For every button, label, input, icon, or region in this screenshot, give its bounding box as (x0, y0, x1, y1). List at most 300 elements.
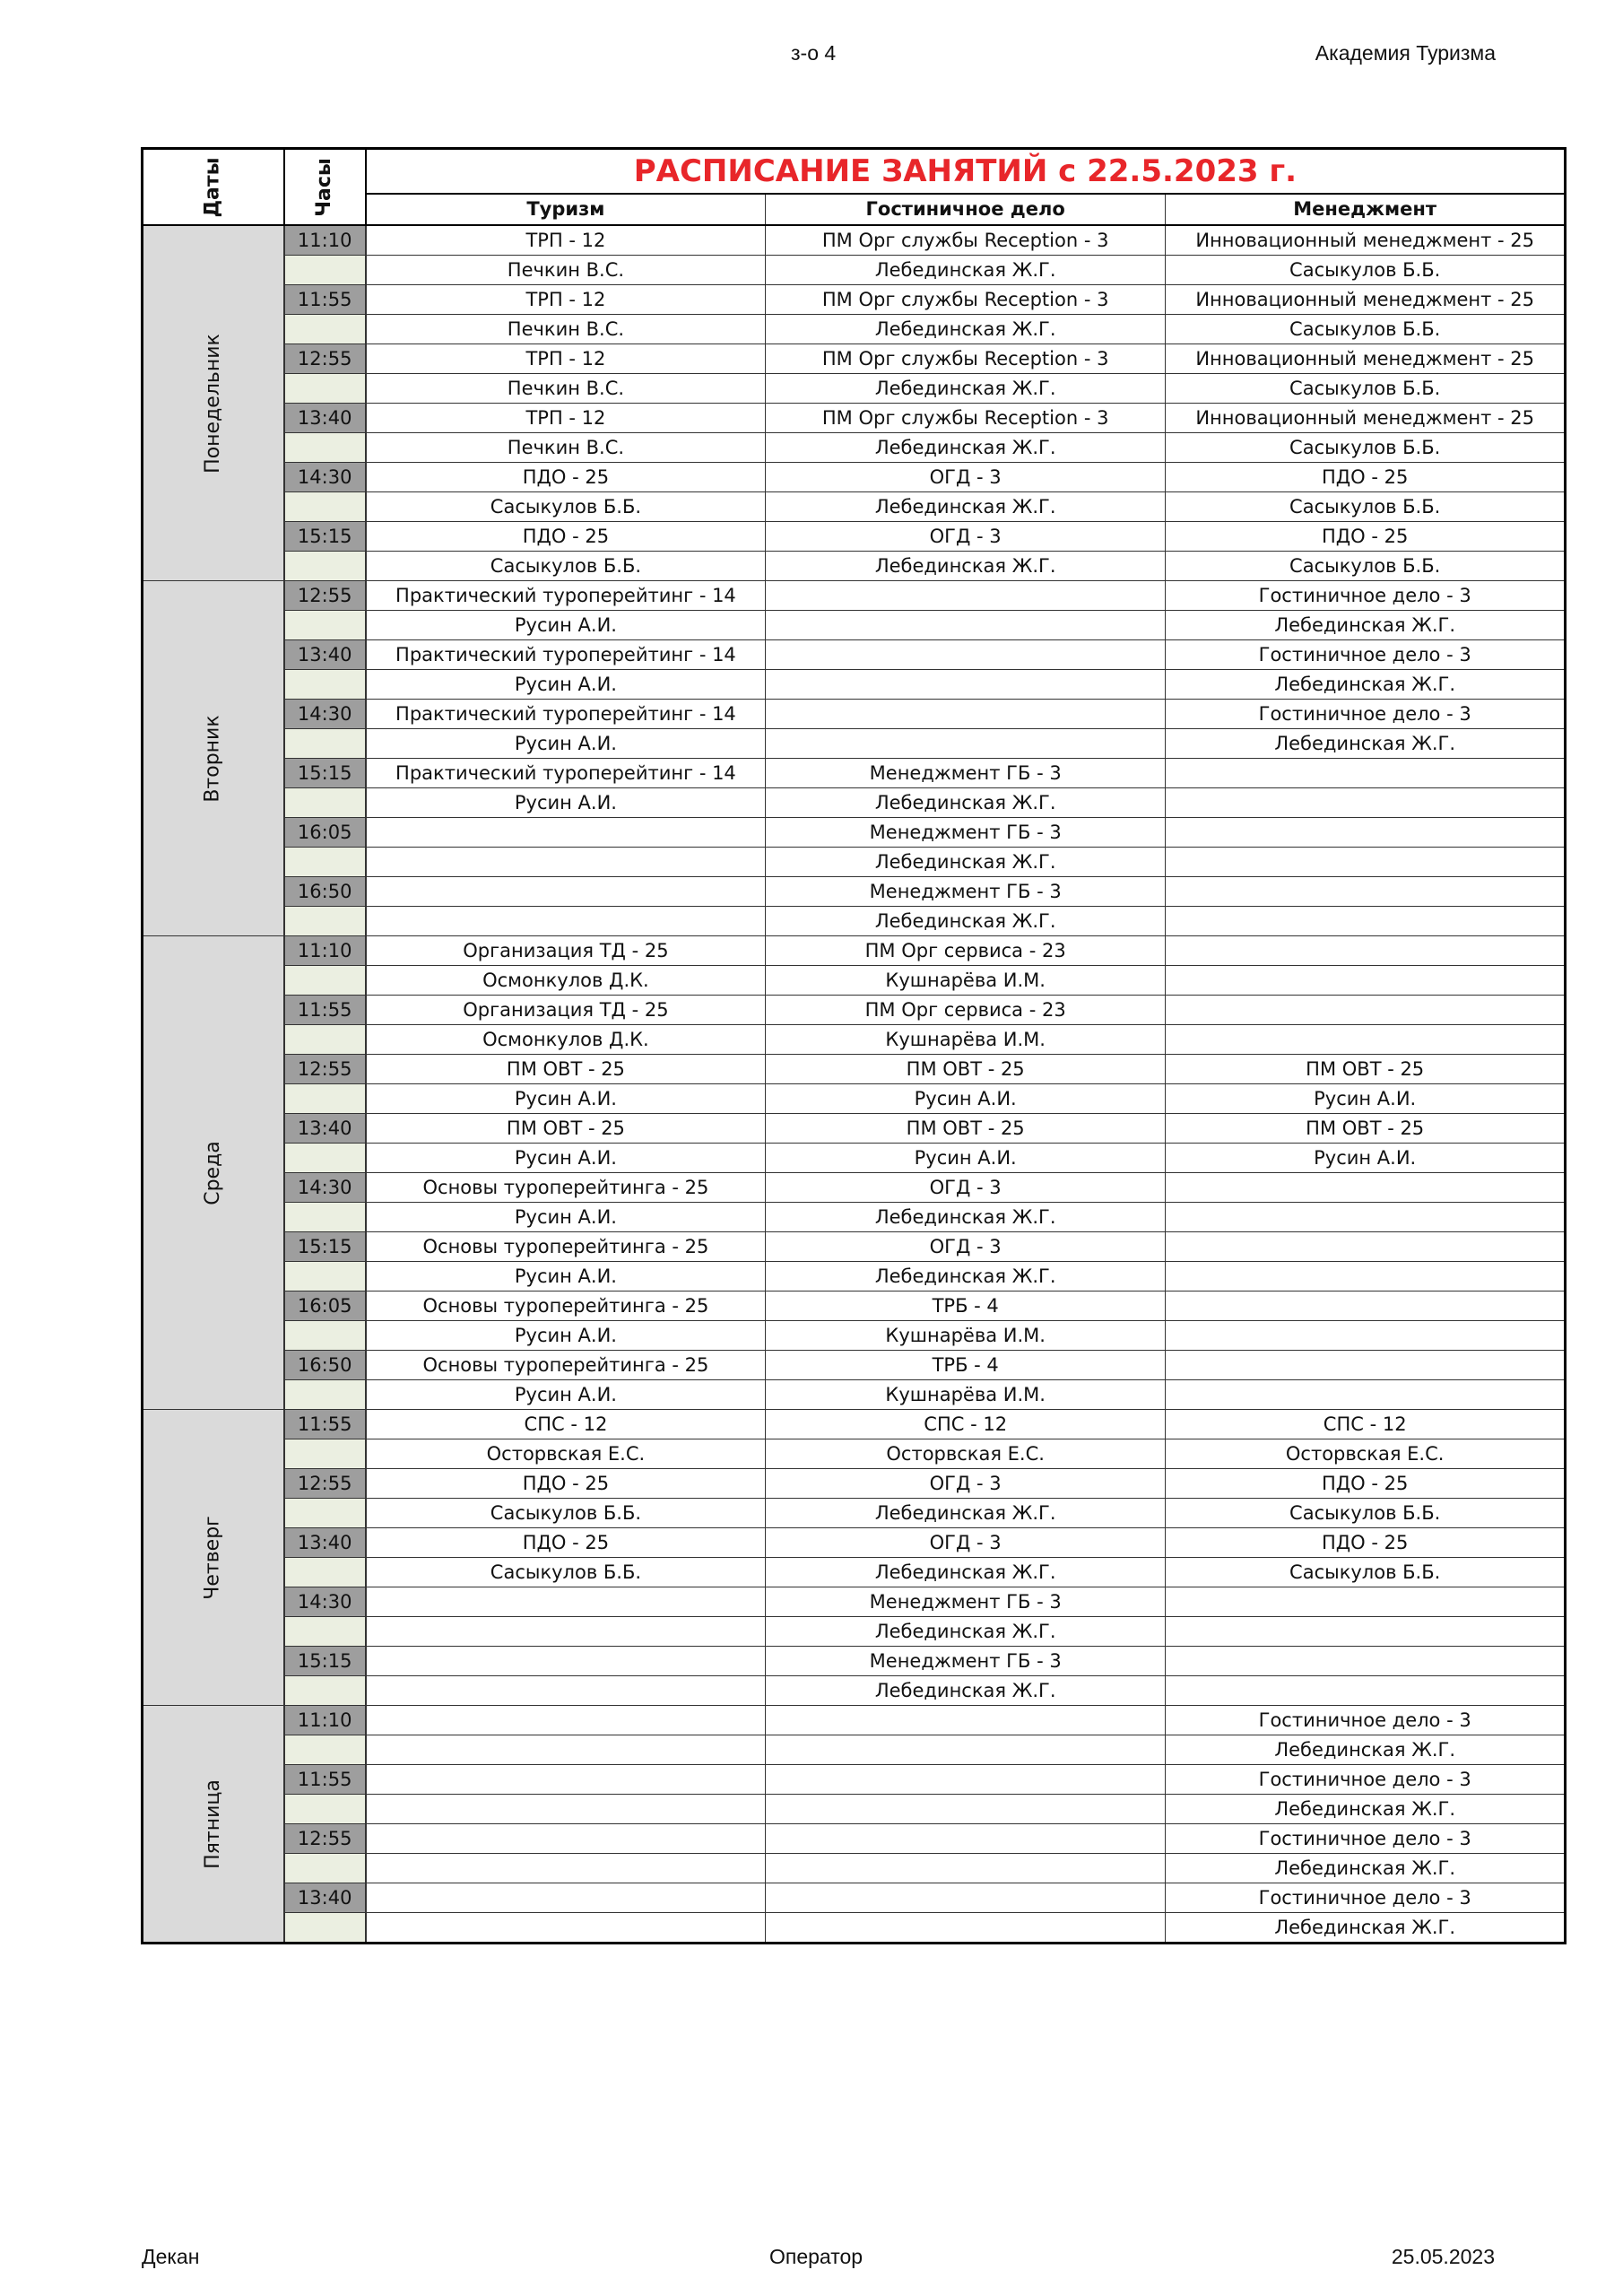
subject-cell (1166, 996, 1566, 1025)
table-row (143, 1025, 1566, 1055)
schedule-title: РАСПИСАНИЕ ЗАНЯТИЙ с 22.5.2023 г. (366, 149, 1566, 195)
table-row (143, 788, 1566, 818)
time-cell: 14:30 (284, 700, 366, 729)
table-row (143, 1084, 1566, 1114)
table-row (143, 1735, 1566, 1765)
subject-cell: ОГД - 3 (766, 1173, 1166, 1203)
footer-dean: Декан (142, 2245, 200, 2268)
teacher-cell: Сасыкулов Б.Б. (366, 552, 766, 581)
subject-cell: ТРП - 12 (366, 404, 766, 433)
table-row (143, 344, 1566, 374)
subject-cell: ПДО - 25 (1166, 1528, 1566, 1558)
table-row (143, 256, 1566, 285)
teacher-cell: Сасыкулов Б.Б. (1166, 1499, 1566, 1528)
time-cell-blank (284, 788, 366, 818)
table-row (143, 1351, 1566, 1380)
time-cell-blank (284, 670, 366, 700)
teacher-cell: Сасыкулов Б.Б. (366, 1499, 766, 1528)
subject-cell: Инновационный менеджмент - 25 (1166, 344, 1566, 374)
table-row (143, 907, 1566, 936)
teacher-cell: Лебединская Ж.Г. (766, 848, 1166, 877)
teacher-cell: Русин А.И. (366, 670, 766, 700)
teacher-cell: Осторвская Е.С. (766, 1439, 1166, 1469)
table-row (143, 492, 1566, 522)
table-row (143, 433, 1566, 463)
table-row (143, 1587, 1566, 1617)
subject-cell: ПДО - 25 (366, 1528, 766, 1558)
table-row (143, 1558, 1566, 1587)
subject-cell: ТРП - 12 (366, 344, 766, 374)
time-cell: 13:40 (284, 640, 366, 670)
time-cell: 15:15 (284, 1232, 366, 1262)
table-row (143, 522, 1566, 552)
subject-cell (1166, 1232, 1566, 1262)
hours-header: Часы (284, 149, 366, 226)
page-header (0, 41, 1623, 77)
subject-cell (766, 1706, 1166, 1735)
teacher-cell (1166, 1262, 1566, 1292)
table-row (143, 1380, 1566, 1410)
time-cell: 11:55 (284, 1410, 366, 1439)
subject-cell: Гостиничное дело - 3 (1166, 581, 1566, 611)
teacher-cell (1166, 1380, 1566, 1410)
subject-cell (1166, 759, 1566, 788)
time-cell-blank (284, 1144, 366, 1173)
teacher-cell: Русин А.И. (366, 729, 766, 759)
time-cell: 14:30 (284, 463, 366, 492)
subject-cell (366, 1706, 766, 1735)
subject-cell: ТРП - 12 (366, 285, 766, 315)
teacher-cell: Сасыкулов Б.Б. (1166, 315, 1566, 344)
table-row (143, 1913, 1566, 1944)
subject-cell: ОГД - 3 (766, 1232, 1166, 1262)
subject-cell (1166, 1647, 1566, 1676)
subject-cell (1166, 1587, 1566, 1617)
time-cell-blank (284, 1854, 366, 1883)
table-row (143, 1647, 1566, 1676)
subject-cell: ПДО - 25 (366, 1469, 766, 1499)
time-cell: 12:55 (284, 1824, 366, 1854)
table-row (143, 1706, 1566, 1735)
time-cell-blank (284, 1439, 366, 1469)
day-label (143, 581, 284, 936)
time-cell: 15:15 (284, 759, 366, 788)
teacher-cell: Русин А.И. (366, 611, 766, 640)
time-cell: 13:40 (284, 1114, 366, 1144)
subject-cell: СПС - 12 (366, 1410, 766, 1439)
table-row (143, 552, 1566, 581)
subject-cell: Гостиничное дело - 3 (1166, 700, 1566, 729)
subject-cell: Практический туроперейтинг - 14 (366, 700, 766, 729)
table-row (143, 1232, 1566, 1262)
teacher-cell (366, 1854, 766, 1883)
time-cell: 12:55 (284, 1469, 366, 1499)
teacher-cell: Сасыкулов Б.Б. (1166, 492, 1566, 522)
footer-date: 25.05.2023 (1391, 2245, 1495, 2268)
subject-cell (766, 581, 1166, 611)
teacher-cell: Лебединская Ж.Г. (766, 256, 1166, 285)
table-row (143, 611, 1566, 640)
teacher-cell: Русин А.И. (366, 788, 766, 818)
table-row (143, 1262, 1566, 1292)
time-cell-blank (284, 1499, 366, 1528)
teacher-cell (366, 1913, 766, 1944)
subject-cell: Основы туроперейтинга - 25 (366, 1232, 766, 1262)
subject-cell: ПМ ОВТ - 25 (366, 1055, 766, 1084)
table-row (143, 1055, 1566, 1084)
teacher-cell: Лебединская Ж.Г. (766, 1499, 1166, 1528)
table-row (143, 1410, 1566, 1439)
subject-cell: ПДО - 25 (1166, 522, 1566, 552)
subject-cell: ОГД - 3 (766, 522, 1166, 552)
teacher-cell: Лебединская Ж.Г. (766, 1203, 1166, 1232)
subject-cell: Гостиничное дело - 3 (1166, 1883, 1566, 1913)
teacher-cell: Лебединская Ж.Г. (1166, 670, 1566, 700)
subject-cell: Практический туроперейтинг - 14 (366, 581, 766, 611)
subject-cell: Основы туроперейтинга - 25 (366, 1351, 766, 1380)
subject-cell (766, 700, 1166, 729)
teacher-cell: Осмонкулов Д.К. (366, 966, 766, 996)
teacher-cell: Русин А.И. (366, 1203, 766, 1232)
time-cell-blank (284, 1084, 366, 1114)
subject-cell: ПДО - 25 (366, 522, 766, 552)
day-label (143, 225, 284, 581)
table-row (143, 1617, 1566, 1647)
subject-cell: Организация ТД - 25 (366, 996, 766, 1025)
page-footer (0, 2245, 1623, 2281)
teacher-cell: Лебединская Ж.Г. (1166, 729, 1566, 759)
teacher-cell: Кушнарёва И.М. (766, 1321, 1166, 1351)
subject-cell: Инновационный менеджмент - 25 (1166, 404, 1566, 433)
subject-cell: ОГД - 3 (766, 1469, 1166, 1499)
teacher-cell (366, 848, 766, 877)
subject-cell (1166, 1351, 1566, 1380)
subject-cell (366, 1647, 766, 1676)
time-cell-blank (284, 1262, 366, 1292)
time-cell: 12:55 (284, 344, 366, 374)
teacher-cell: Лебединская Ж.Г. (766, 1262, 1166, 1292)
subject-cell (1166, 1292, 1566, 1321)
time-cell: 11:55 (284, 1765, 366, 1795)
time-cell-blank (284, 374, 366, 404)
subject-cell: ТРБ - 4 (766, 1351, 1166, 1380)
teacher-cell (1166, 966, 1566, 996)
teacher-cell (1166, 1203, 1566, 1232)
teacher-cell: Сасыкулов Б.Б. (1166, 552, 1566, 581)
teacher-cell (1166, 1676, 1566, 1706)
subject-cell (366, 1587, 766, 1617)
teacher-cell: Печкин В.С. (366, 256, 766, 285)
subject-cell: Основы туроперейтинга - 25 (366, 1292, 766, 1321)
subject-cell (366, 1824, 766, 1854)
teacher-cell (1166, 907, 1566, 936)
time-cell-blank (284, 315, 366, 344)
column-header-management: Менеджмент (1166, 194, 1566, 225)
teacher-cell: Лебединская Ж.Г. (1166, 1795, 1566, 1824)
day-label-text: Среда (201, 1140, 224, 1205)
table-row (143, 1765, 1566, 1795)
time-cell-blank (284, 433, 366, 463)
teacher-cell: Сасыкулов Б.Б. (1166, 1558, 1566, 1587)
table-row (143, 404, 1566, 433)
time-cell: 13:40 (284, 1528, 366, 1558)
table-row (143, 1114, 1566, 1144)
teacher-cell (766, 611, 1166, 640)
time-cell-blank (284, 907, 366, 936)
time-cell: 15:15 (284, 1647, 366, 1676)
subject-cell: ПДО - 25 (1166, 463, 1566, 492)
table-row (143, 285, 1566, 315)
teacher-cell: Лебединская Ж.Г. (1166, 1735, 1566, 1765)
subject-cell (366, 1765, 766, 1795)
subject-cell: ТРП - 12 (366, 225, 766, 256)
day-label-text: Понедельник (201, 333, 224, 474)
teacher-cell: Лебединская Ж.Г. (766, 374, 1166, 404)
column-header-tourism: Туризм (366, 194, 766, 225)
teacher-cell: Печкин В.С. (366, 315, 766, 344)
time-cell-blank (284, 729, 366, 759)
subject-cell: Гостиничное дело - 3 (1166, 1824, 1566, 1854)
subject-cell: СПС - 12 (1166, 1410, 1566, 1439)
teacher-cell: Лебединская Ж.Г. (766, 552, 1166, 581)
column-header-hospitality: Гостиничное дело (766, 194, 1166, 225)
teacher-cell (366, 1735, 766, 1765)
teacher-cell: Лебединская Ж.Г. (766, 1676, 1166, 1706)
teacher-cell: Русин А.И. (366, 1380, 766, 1410)
time-cell: 16:50 (284, 877, 366, 907)
time-cell: 14:30 (284, 1587, 366, 1617)
teacher-cell: Печкин В.С. (366, 433, 766, 463)
table-row (143, 225, 1566, 256)
subject-cell (1166, 877, 1566, 907)
table-row (143, 1854, 1566, 1883)
teacher-cell: Лебединская Ж.Г. (766, 433, 1166, 463)
subject-cell: ТРБ - 4 (766, 1292, 1166, 1321)
teacher-cell: Осмонкулов Д.К. (366, 1025, 766, 1055)
teacher-cell (766, 1795, 1166, 1824)
table-row (143, 315, 1566, 344)
teacher-cell (1166, 1617, 1566, 1647)
teacher-cell: Русин А.И. (766, 1144, 1166, 1173)
teacher-cell (766, 1913, 1166, 1944)
page-number: з-о 4 (791, 41, 837, 65)
time-cell-blank (284, 848, 366, 877)
table-row (143, 1676, 1566, 1706)
subject-cell: Инновационный менеджмент - 25 (1166, 225, 1566, 256)
subject-cell: ПМ Орг службы Reception - 3 (766, 285, 1166, 315)
subject-cell: Основы туроперейтинга - 25 (366, 1173, 766, 1203)
table-row (143, 581, 1566, 611)
subject-cell: ПМ ОВТ - 25 (366, 1114, 766, 1144)
subject-cell: ПДО - 25 (1166, 1469, 1566, 1499)
time-cell: 11:55 (284, 285, 366, 315)
time-cell-blank (284, 1321, 366, 1351)
subject-cell: ПМ ОВТ - 25 (766, 1055, 1166, 1084)
teacher-cell: Русин А.И. (766, 1084, 1166, 1114)
footer-operator: Оператор (769, 2245, 864, 2268)
teacher-cell: Сасыкулов Б.Б. (1166, 256, 1566, 285)
teacher-cell: Сасыкулов Б.Б. (1166, 374, 1566, 404)
table-row (143, 1321, 1566, 1351)
schedule-table (141, 147, 1567, 1944)
table-row (143, 1883, 1566, 1913)
table-row (143, 1795, 1566, 1824)
dates-header: Даты (143, 149, 284, 226)
subject-cell (766, 1883, 1166, 1913)
subject-cell: Менеджмент ГБ - 3 (766, 759, 1166, 788)
table-row (143, 1824, 1566, 1854)
table-row (143, 818, 1566, 848)
table-row (143, 463, 1566, 492)
time-cell-blank (284, 1203, 366, 1232)
time-cell-blank (284, 1558, 366, 1587)
time-cell: 13:40 (284, 404, 366, 433)
subject-cell: ПМ Орг службы Reception - 3 (766, 404, 1166, 433)
subject-cell: ОГД - 3 (766, 463, 1166, 492)
subject-cell: ПМ Орг службы Reception - 3 (766, 225, 1166, 256)
time-cell: 11:55 (284, 996, 366, 1025)
teacher-cell (366, 1795, 766, 1824)
teacher-cell (766, 729, 1166, 759)
time-cell-blank (284, 256, 366, 285)
teacher-cell: Сасыкулов Б.Б. (1166, 433, 1566, 463)
teacher-cell: Русин А.И. (1166, 1084, 1566, 1114)
teacher-cell (366, 1617, 766, 1647)
table-row (143, 1439, 1566, 1469)
table-row (143, 700, 1566, 729)
subject-cell: ПМ Орг сервиса - 23 (766, 936, 1166, 966)
teacher-cell: Русин А.И. (366, 1144, 766, 1173)
teacher-cell: Кушнарёва И.М. (766, 1380, 1166, 1410)
time-cell-blank (284, 1380, 366, 1410)
table-row (143, 759, 1566, 788)
teacher-cell: Лебединская Ж.Г. (1166, 1913, 1566, 1944)
teacher-cell (766, 1735, 1166, 1765)
teacher-cell: Лебединская Ж.Г. (766, 1617, 1166, 1647)
table-row (143, 1528, 1566, 1558)
subject-cell: Гостиничное дело - 3 (1166, 1765, 1566, 1795)
teacher-cell (1166, 1321, 1566, 1351)
teacher-cell (366, 907, 766, 936)
subject-cell: ПМ ОВТ - 25 (1166, 1055, 1566, 1084)
teacher-cell: Сасыкулов Б.Б. (366, 1558, 766, 1587)
teacher-cell (1166, 1025, 1566, 1055)
subject-cell: Менеджмент ГБ - 3 (766, 1647, 1166, 1676)
teacher-cell: Русин А.И. (366, 1321, 766, 1351)
time-cell: 16:05 (284, 1292, 366, 1321)
table-row (143, 1499, 1566, 1528)
time-cell: 12:55 (284, 581, 366, 611)
time-cell: 15:15 (284, 522, 366, 552)
teacher-cell: Лебединская Ж.Г. (766, 907, 1166, 936)
subject-cell: ПДО - 25 (366, 463, 766, 492)
subject-cell (766, 1824, 1166, 1854)
table-row (143, 1144, 1566, 1173)
teacher-cell: Сасыкулов Б.Б. (366, 492, 766, 522)
time-cell: 11:10 (284, 225, 366, 256)
day-label (143, 1706, 284, 1944)
day-label-text: Четверг (201, 1515, 224, 1600)
subject-cell: ОГД - 3 (766, 1528, 1166, 1558)
teacher-cell: Печкин В.С. (366, 374, 766, 404)
subject-cell (1166, 1173, 1566, 1203)
time-cell: 16:50 (284, 1351, 366, 1380)
time-cell-blank (284, 1676, 366, 1706)
time-cell-blank (284, 611, 366, 640)
teacher-cell: Лебединская Ж.Г. (1166, 1854, 1566, 1883)
teacher-cell (366, 1676, 766, 1706)
subject-cell (1166, 936, 1566, 966)
subject-cell: ПМ ОВТ - 25 (766, 1114, 1166, 1144)
teacher-cell: Лебединская Ж.Г. (766, 1558, 1166, 1587)
time-cell: 16:05 (284, 818, 366, 848)
teacher-cell: Лебединская Ж.Г. (766, 315, 1166, 344)
subject-cell: СПС - 12 (766, 1410, 1166, 1439)
table-row (143, 670, 1566, 700)
teacher-cell (766, 670, 1166, 700)
schedule-body (143, 225, 1566, 1944)
subject-cell: Гостиничное дело - 3 (1166, 640, 1566, 670)
organization-name: Академия Туризма (1315, 41, 1496, 65)
table-row (143, 729, 1566, 759)
time-cell-blank (284, 1617, 366, 1647)
time-cell: 11:10 (284, 1706, 366, 1735)
teacher-cell: Русин А.И. (1166, 1144, 1566, 1173)
teacher-cell: Лебединская Ж.Г. (766, 788, 1166, 818)
subject-cell: Инновационный менеджмент - 25 (1166, 285, 1566, 315)
time-cell-blank (284, 1735, 366, 1765)
subject-cell: Практический туроперейтинг - 14 (366, 759, 766, 788)
table-row (143, 996, 1566, 1025)
time-cell: 13:40 (284, 1883, 366, 1913)
teacher-cell (766, 1854, 1166, 1883)
day-label-text: Пятница (201, 1779, 224, 1869)
table-row (143, 640, 1566, 670)
time-cell: 11:10 (284, 936, 366, 966)
table-row (143, 1469, 1566, 1499)
subject-cell: Гостиничное дело - 3 (1166, 1706, 1566, 1735)
teacher-cell: Кушнарёва И.М. (766, 1025, 1166, 1055)
subject-cell: ПМ Орг службы Reception - 3 (766, 344, 1166, 374)
table-row (143, 1203, 1566, 1232)
time-cell: 12:55 (284, 1055, 366, 1084)
teacher-cell: Лебединская Ж.Г. (766, 492, 1166, 522)
subject-cell: Организация ТД - 25 (366, 936, 766, 966)
subject-cell: Менеджмент ГБ - 3 (766, 1587, 1166, 1617)
time-cell-blank (284, 1025, 366, 1055)
teacher-cell (1166, 848, 1566, 877)
subject-cell (1166, 818, 1566, 848)
teacher-cell: Кушнарёва И.М. (766, 966, 1166, 996)
teacher-cell: Осторвская Е.С. (1166, 1439, 1566, 1469)
table-row (143, 848, 1566, 877)
subject-cell (366, 818, 766, 848)
table-row (143, 374, 1566, 404)
time-cell-blank (284, 966, 366, 996)
time-cell-blank (284, 492, 366, 522)
subject-cell (366, 877, 766, 907)
teacher-cell: Лебединская Ж.Г. (1166, 611, 1566, 640)
subject-cell: Практический туроперейтинг - 14 (366, 640, 766, 670)
time-cell: 14:30 (284, 1173, 366, 1203)
subject-cell: ПМ Орг сервиса - 23 (766, 996, 1166, 1025)
teacher-cell: Русин А.И. (366, 1262, 766, 1292)
table-row (143, 966, 1566, 996)
day-label (143, 1410, 284, 1706)
subject-cell (766, 1765, 1166, 1795)
day-label-text: Вторник (201, 714, 224, 803)
table-row (143, 936, 1566, 966)
